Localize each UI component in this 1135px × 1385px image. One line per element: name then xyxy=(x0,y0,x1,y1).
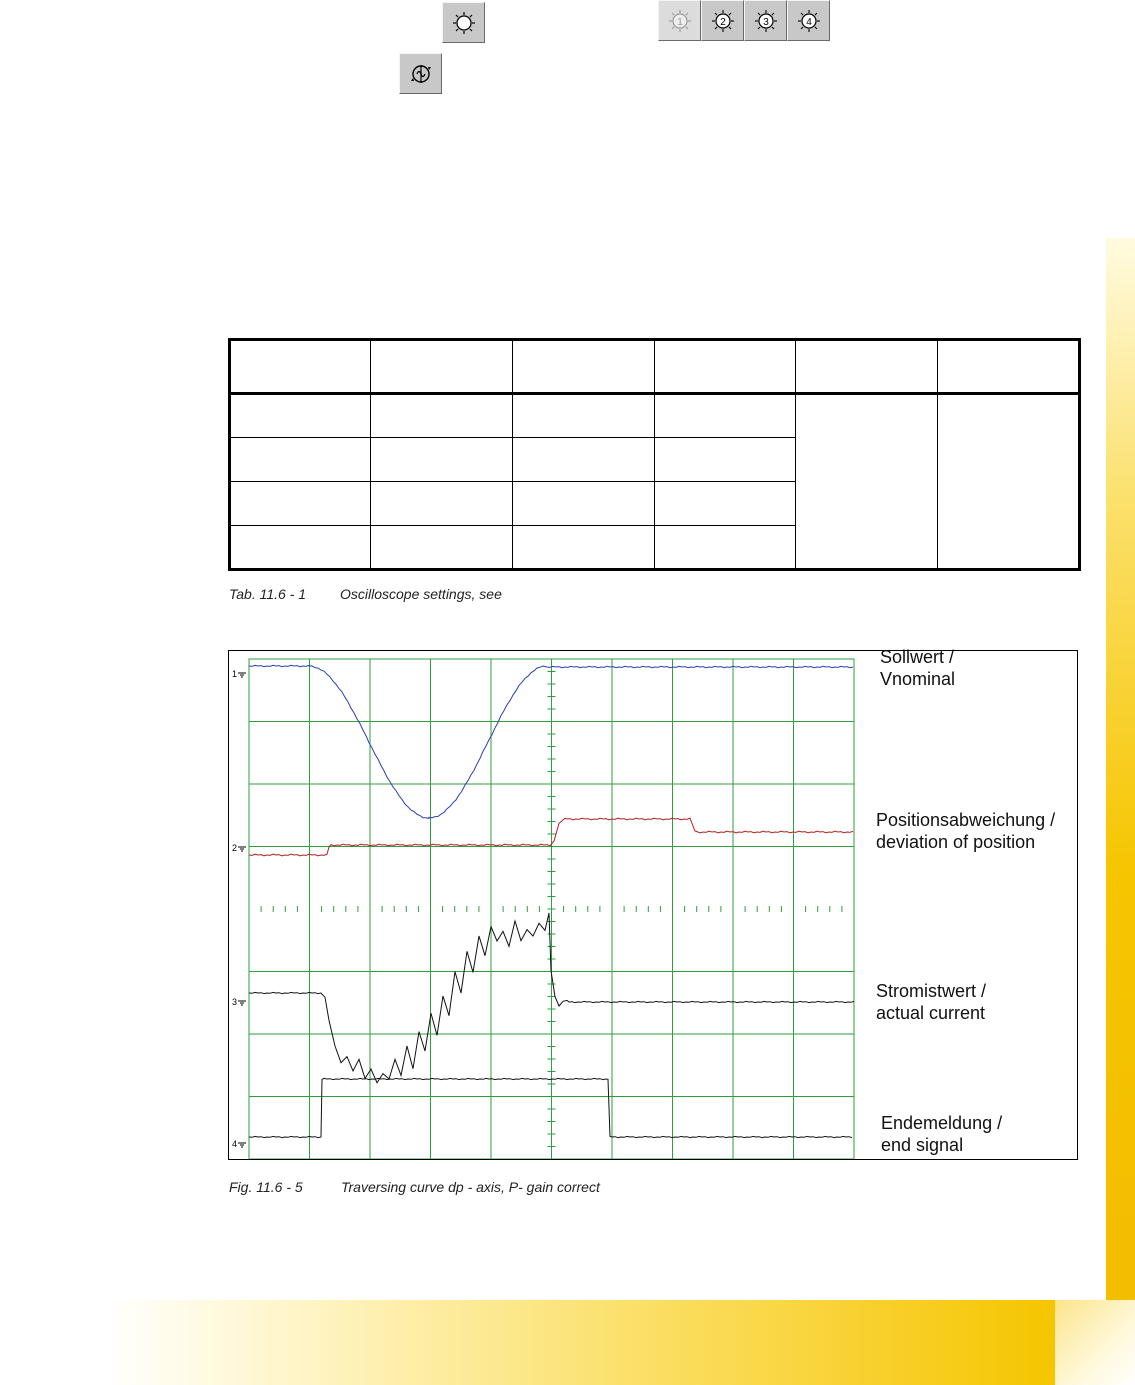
channel-1-icon xyxy=(667,8,693,34)
scope-grid xyxy=(249,659,854,1159)
channel-2-number: 2 xyxy=(719,16,726,28)
oscilloscope-plot xyxy=(229,651,1077,1159)
table-cell xyxy=(230,482,371,526)
channel-2-button[interactable] xyxy=(701,0,744,41)
signal-label-end xyxy=(881,1112,1002,1156)
table-cell xyxy=(371,482,513,526)
table-cell xyxy=(230,526,371,570)
table-row xyxy=(230,394,1080,438)
table-cell xyxy=(938,394,1080,570)
wobble-icon xyxy=(408,61,434,87)
table-cell xyxy=(796,394,938,570)
figure-caption xyxy=(229,1179,600,1195)
channel-marker-4: 4 xyxy=(232,1139,238,1149)
signal-label-line: Sollwert / xyxy=(880,647,955,667)
table-cell xyxy=(230,340,371,394)
signal-label-setpoint xyxy=(880,646,955,690)
signal-label-current xyxy=(876,980,986,1024)
channel-marker-1: 1 xyxy=(232,669,238,679)
channel-markers xyxy=(232,669,246,1149)
wobble-button[interactable] xyxy=(399,53,442,94)
table-header-row xyxy=(230,340,1080,394)
signal-label-position xyxy=(876,809,1055,853)
table-cell xyxy=(230,394,371,438)
table-cell xyxy=(655,482,796,526)
channel-3-number: 3 xyxy=(762,16,769,28)
table-cell xyxy=(371,394,513,438)
channel-marker-2: 2 xyxy=(232,843,238,853)
table-cell xyxy=(371,438,513,482)
trace-end-signal xyxy=(249,1078,852,1137)
oscilloscope-figure xyxy=(228,647,1078,1160)
decorative-band-right xyxy=(1106,238,1135,1300)
table-cell xyxy=(513,526,655,570)
table-cell xyxy=(513,340,655,394)
channel-2-icon xyxy=(710,8,736,34)
signal-label-line: deviation of position xyxy=(876,832,1036,852)
channel-4-button[interactable] xyxy=(787,0,830,41)
channel-1-number: 1 xyxy=(676,16,683,28)
table-caption xyxy=(229,586,502,602)
table-cell xyxy=(796,340,938,394)
signal-label-line: Stromistwert / xyxy=(876,981,987,1001)
channel-3-icon xyxy=(753,8,779,34)
table-cell xyxy=(655,438,796,482)
channel-4-number: 4 xyxy=(805,16,812,28)
table-cell xyxy=(513,482,655,526)
table-caption-text: Oscilloscope settings, see xyxy=(340,586,502,602)
signal-label-line: Positionsabweichung / xyxy=(876,810,1056,830)
signal-label-line: actual current xyxy=(876,1003,986,1023)
table-cell xyxy=(513,394,655,438)
table-cell xyxy=(371,340,513,394)
table-cell xyxy=(655,394,796,438)
oscilloscope-channel-button[interactable] xyxy=(442,2,485,43)
decorative-corner xyxy=(1055,1300,1135,1385)
channel-marker-3: 3 xyxy=(232,997,238,1007)
oscilloscope-channel-icon xyxy=(451,10,477,36)
signal-label-line: end signal xyxy=(881,1135,964,1155)
table-cell xyxy=(513,438,655,482)
signal-label-line: Endemeldung / xyxy=(881,1113,1003,1133)
table-cell xyxy=(230,438,371,482)
table-cell xyxy=(938,340,1080,394)
table-cell xyxy=(655,526,796,570)
figure-caption-text: Traversing curve dp - axis, P- gain correct xyxy=(341,1179,600,1195)
signal-label-line: Vnominal xyxy=(880,669,956,689)
table-cell xyxy=(371,526,513,570)
decorative-band-bottom xyxy=(105,1300,1055,1385)
figure-caption-number: Fig. 11.6 - 5 xyxy=(229,1179,303,1195)
table-caption-number: Tab. 11.6 - 1 xyxy=(229,586,307,602)
table-cell xyxy=(655,340,796,394)
channel-4-icon xyxy=(796,8,822,34)
oscilloscope-settings-table xyxy=(228,338,1081,571)
channel-1-button[interactable] xyxy=(658,0,701,41)
channel-3-button[interactable] xyxy=(744,0,787,41)
